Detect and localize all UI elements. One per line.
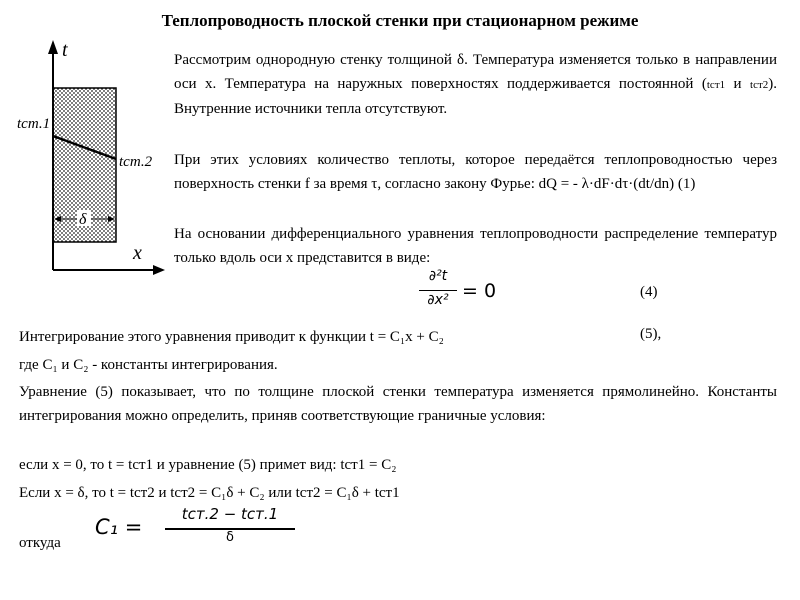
boundary-x0-line: если x = 0, то t = tст1 и уравнение (5) примет вид: tст1 = C₂ [19, 457, 397, 473]
x-axis-arrow [153, 265, 165, 275]
t-axis-label: t [62, 39, 68, 61]
otkuda-label: откуда [19, 535, 61, 551]
wall-diagram [15, 38, 180, 288]
t-axis-arrow [48, 40, 58, 54]
c1-numerator: tст.2 − tст.1 [181, 505, 279, 523]
t1-label: tст.1 [17, 116, 51, 132]
t2-label: tст.2 [119, 154, 153, 170]
constants-line: где C₁ и C₂ - константы интегрирования. [19, 357, 278, 373]
intro-paragraph: Рассмотрим однородную стенку толщиной δ. Температура изменяется только в направлении оси х. Температура на наружных поверхностях поддерживается постоянной (tст1 и tст2). Внутренние источники тепла отсутствуют. [174, 52, 778, 117]
eq4-rhs: = 0 [462, 280, 497, 302]
page-title: Теплопроводность плоской стенки при стационарном режиме [161, 11, 639, 30]
fourier-paragraph: При этих условиях количество теплоты, которое передаётся теплопроводностью через поверхность стенки f за время τ, согласно закону Фурье: dQ = - λ·dF·dτ·(dt/dn) (1) [174, 152, 777, 192]
eq5-number: (5), [640, 326, 662, 342]
eq4-numerator: ∂²t [428, 268, 448, 284]
c1-lhs: C₁ = [95, 515, 143, 539]
boundary-xdelta-line: Если x = δ, то t = tст2 и tст2 = C₁δ + C₂ или tст2 = C₁δ + tст1 [19, 485, 400, 501]
diff-equation-paragraph: На основании дифференциального уравнения теплопроводности распределение температур только вдоль оси х представится в виде: [174, 226, 777, 266]
c1-denominator: δ [226, 530, 234, 545]
equation-4 [416, 268, 526, 314]
c1-formula [95, 505, 295, 555]
delta-label: δ [79, 211, 87, 228]
x-axis-label: x [133, 242, 142, 264]
eq4-number: (4) [640, 284, 658, 300]
integration-line: Интегрирование этого уравнения приводит к функции t = C₁x + C₂ [19, 329, 444, 345]
eq4-denominator: ∂x² [427, 292, 449, 308]
linear-paragraph: Уравнение (5) показывает, что по толщине плоской стенки температура изменяется прямолинейно. Константы интегрирования можно определить, приняв соответствующие граничные условия: [19, 384, 777, 424]
